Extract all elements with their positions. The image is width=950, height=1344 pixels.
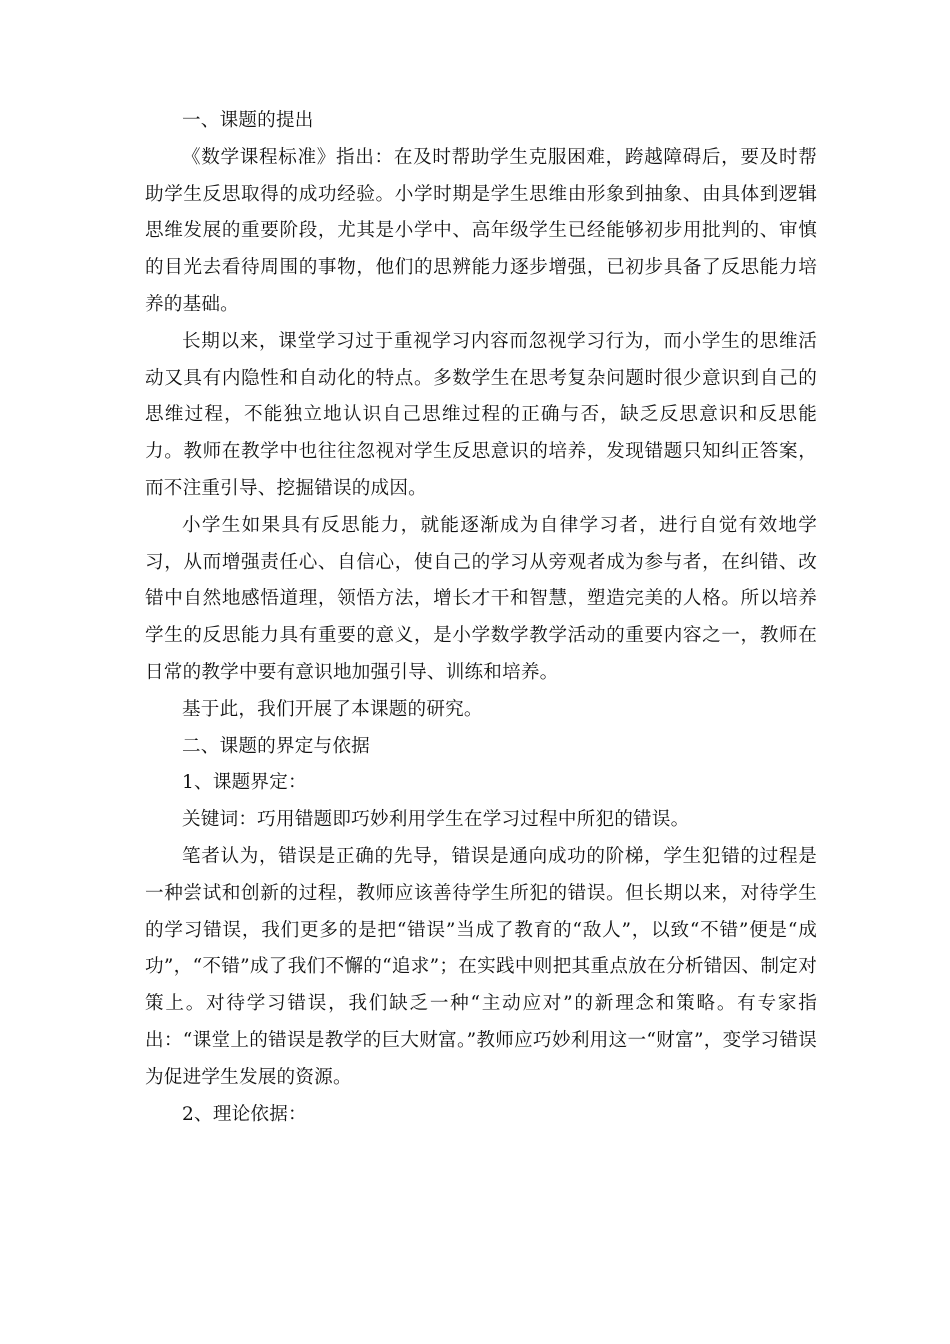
paragraph-4: 基于此，我们开展了本课题的研究。	[182, 698, 483, 720]
paragraph-5: 关键词：巧用错题即巧妙利用学生在学习过程中所犯的错误。	[182, 809, 690, 831]
section-heading-2: 二、课题的界定与依据	[182, 735, 370, 757]
section-heading-1: 一、课题的提出	[182, 110, 314, 131]
paragraph-6: 笔者认为，错误是正确的先导，错误是通向成功的阶梯，学生犯错的过程是一种尝试和创新的过程，教师应该善待学生所犯的错误。但长期以来，对待学生的学习错误，我们更多的是把“错误”当成了教育的“敌人”，以致“不错”便是“成功”，“不错”成了我们不懈的“追求”；在实践中则把其重点放在分析错因、制定对策上。对待学习错误，我们缺乏一种“主动应对”的新理念和策略。有专家指出：“课堂上的错误是教学的巨大财富。”教师应巧妙利用这一“财富”，变学习错误为促进学生发展的资源。	[145, 845, 817, 1088]
document-page	[145, 103, 817, 1133]
subsection-heading-2: 2、理论依据：	[182, 1103, 307, 1125]
paragraph-1: 《数学课程标准》指出：在及时帮助学生克服困难，跨越障碍后，要及时帮助学生反思取得的成功经验。小学时期是学生思维由形象到抽象、由具体到逻辑思维发展的重要阶段，尤其是小学中、高年级学生已经能够初步用批判的、审慎的目光去看待周围的事物，他们的思辨能力逐步增强，已初步具备了反思能力培养的基础。	[145, 146, 817, 315]
subsection-heading-1: 1、课题界定：	[182, 772, 307, 794]
paragraph-3: 小学生如果具有反思能力，就能逐渐成为自律学习者，进行自觉有效地学习，从而增强责任心、自信心，使自己的学习从旁观者成为参与者，在纠错、改错中自然地感悟道理，领悟方法，增长才干和智慧，塑造完美的人格。所以培养学生的反思能力具有重要的意义，是小学数学教学活动的重要内容之一，教师在日常的教学中要有意识地加强引导、训练和培养。	[145, 514, 817, 683]
paragraph-2: 长期以来，课堂学习过于重视学习内容而忽视学习行为，而小学生的思维活动又具有内隐性和自动化的特点。多数学生在思考复杂问题时很少意识到自己的思维过程，不能独立地认识自己思维过程的正确与否，缺乏反思意识和反思能力。教师在教学中也往往忽视对学生反思意识的培养，发现错题只知纠正答案，而不注重引导、挖掘错误的成因。	[145, 330, 817, 499]
